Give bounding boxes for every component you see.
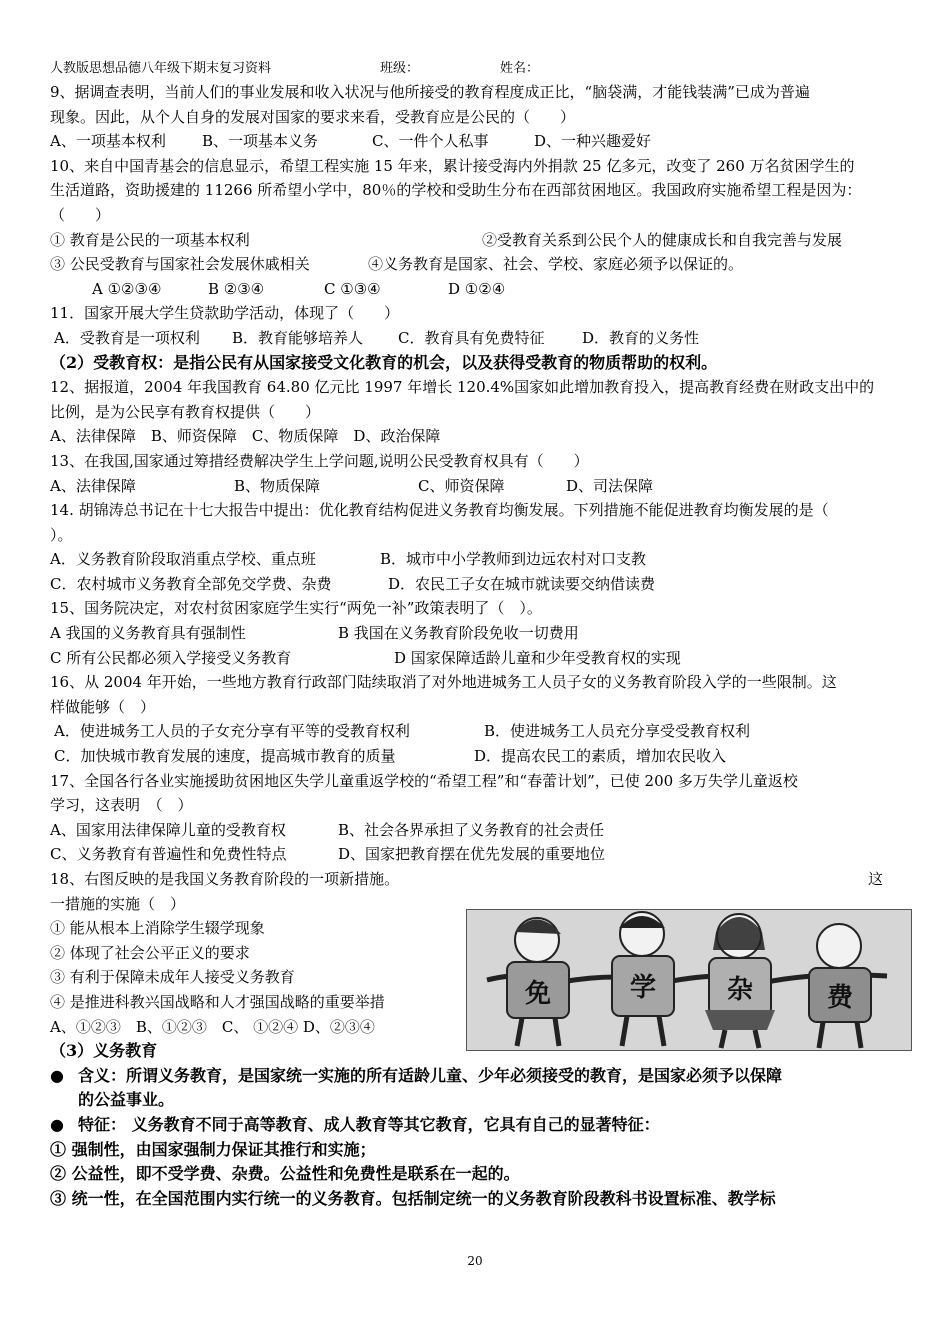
- figure-char-4: 费: [826, 983, 854, 1013]
- q9-option-b: B、一项基本义务: [202, 132, 319, 151]
- bullet-icon: ●: [50, 1065, 64, 1085]
- figure-char-3: 杂: [726, 975, 754, 1005]
- q10-statement-2: ②受教育关系到公民个人的健康成长和自我完善与发展: [482, 230, 843, 249]
- q10-statement-1: ① 教育是公民的一项基本权利: [50, 230, 250, 249]
- q10-stem-line2: 生活道路，资助援建的 11266 所希望小学中，80％的学校和受助生分布在西部贫困地区。我国政府实施希望工程是因为：: [50, 181, 862, 200]
- q14-options-row2: [50, 572, 910, 597]
- q16-options-row2: [50, 744, 910, 769]
- header-title: 人教版思想品德八年级下期末复习资料: [50, 61, 272, 76]
- q13-option-c: C、师资保障: [418, 476, 505, 495]
- q10-statements-row2: [50, 252, 910, 277]
- page-number: 20: [467, 1254, 483, 1268]
- figure-char-1: 免: [524, 979, 552, 1009]
- q12-options: A、法律保障 B、师资保障 C、物质保障 D、政治保障: [50, 427, 441, 446]
- q15-options-row2: [50, 646, 910, 671]
- bullet-icon: ●: [50, 1114, 64, 1134]
- feature-1: ① 强制性，由国家强制力保证其推行和实施；: [50, 1139, 376, 1159]
- q14-options-row1: [50, 547, 910, 572]
- features-text: 特征： 义务教育不同于高等教育、成人教育等其它教育，它具有自己的显著特征：: [78, 1114, 660, 1134]
- q9-stem-line1: 9、据调查表明，当前人们的事业发展和收入状况与他所接受的教育程度成正比，“脑袋满，才能钱装满”已成为普遍: [50, 83, 810, 101]
- q9-option-c: C、一件个人私事: [372, 132, 489, 151]
- q15-option-b: B 我国在义务教育阶段免收一切费用: [338, 624, 579, 643]
- q16-option-d: D．提高农民工的素质，增加农民收入: [474, 747, 727, 766]
- page-header: [50, 58, 910, 80]
- q14-stem-line2: ）。: [50, 525, 73, 544]
- q18-statement-1: ① 能从根本上消除学生辍学现象: [50, 919, 265, 938]
- q10-option-d: D ①②④: [448, 279, 506, 298]
- q17-options-row2: [50, 842, 910, 867]
- q15-stem: 15、国务院决定，对农村贫困家庭学生实行“两免一补”政策表明了（ ）。: [50, 599, 542, 618]
- q12-stem-line2: 比例，是为公民享有教育权提供（ ）: [50, 402, 321, 421]
- q17-option-c: C、义务教育有普遍性和免费性特点: [50, 845, 287, 864]
- q16-options-row1: [50, 719, 910, 744]
- q15-option-d: D 国家保障适龄儿童和少年受教育权的实现: [394, 648, 681, 667]
- q14-option-a: A．义务教育阶段取消重点学校、重点班: [50, 550, 316, 569]
- q14-stem-line1: 14. 胡锦涛总书记在十七大报告中提出：优化教育结构促进义务教育均衡发展。下列措施不能促进教育均衡发展的是（: [50, 501, 829, 520]
- q10-stem-line1: 10、来自中国青基会的信息显示，希望工程实施 15 年来，累计接受海内外捐款 25 亿多元，改变了 260 万名贫困学生的: [50, 156, 855, 175]
- q13-options: [50, 474, 910, 499]
- q16-option-a: A．使进城务工人员的子女充分享有平等的受教育权利: [54, 722, 410, 741]
- definition-line2: 的公益事业。: [78, 1090, 175, 1110]
- q16-stem-line1: 16、从 2004 年开始，一些地方教育行政部门陆续取消了对外地进城务工人员子女的义务教育阶段入学的一些限制。这: [50, 673, 837, 692]
- q18-stem-line1: [50, 867, 910, 892]
- q10-option-b: B ②③④: [208, 279, 265, 298]
- q14-option-c: C．农村城市义务教育全部免交学费、杂费: [50, 574, 332, 593]
- q10-option-c: C ①③④: [324, 279, 381, 298]
- q18-stem-line2: 一措施的实施（ ）: [50, 894, 186, 913]
- definition-line1: [50, 1064, 910, 1089]
- q18-statement-4: ④ 是推进科教兴国战略和人才强国战略的重要举措: [50, 992, 385, 1011]
- section-2-heading: （2）受教育权：是指公民有从国家接受文化教育的机会，以及获得受教育的物质帮助的权利。: [50, 352, 718, 372]
- class-label: 班级：: [380, 61, 420, 76]
- q16-option-b: B．使进城务工人员充分享受受教育权利: [484, 722, 751, 741]
- q15-options-row1: [50, 621, 910, 646]
- q11-option-b: B．教育能够培养人: [232, 328, 364, 347]
- children-holding-hands-image: [467, 910, 911, 1050]
- q10-statement-3: ③ 公民受教育与国家社会发展休戚相关: [50, 255, 310, 274]
- q18-stem-tail: 这: [868, 870, 884, 888]
- q11-option-c: C．教育具有免费特征: [398, 328, 545, 347]
- q18-statement-3: ③ 有利于保障未成年人接受义务教育: [50, 968, 295, 987]
- definition-text: 含义：所谓义务教育，是国家统一实施的所有适龄儿童、少年必须接受的教育，是国家必须予以保障: [78, 1065, 783, 1085]
- name-label: 姓名：: [500, 61, 540, 76]
- q14-option-b: B．城市中小学教师到边远农村对口支教: [380, 550, 647, 569]
- q16-stem-line2: 样做能够（ ）: [50, 697, 156, 716]
- q10-statement-4: ④义务教育是国家、社会、学校、家庭必须予以保证的。: [368, 255, 744, 274]
- q16-option-c: C．加快城市教育发展的速度，提高城市教育的质量: [54, 747, 396, 766]
- q13-option-a: A、法律保障: [50, 476, 136, 495]
- q17-options-row1: [50, 818, 910, 843]
- q18-stem-text: 18、右图反映的是我国义务教育阶段的一项新措施。: [50, 870, 400, 888]
- q10-stem-line3: （ ）: [50, 205, 111, 224]
- q13-option-b: B、物质保障: [234, 476, 321, 495]
- q10-option-a: A ①②③④: [92, 279, 162, 298]
- q18-options: A、①②③ B、①②③ C、 ①②④ D、②③④: [50, 1017, 375, 1036]
- q15-option-a: A 我国的义务教育具有强制性: [50, 624, 246, 643]
- q12-stem-line1: 12、据报道，2004 年我国教育 64.80 亿元比 1997 年增长 120.4%国家如此增加教育投入，提高教育经费在财政支出中的: [50, 378, 875, 397]
- q11-option-d: D．教育的义务性: [582, 328, 700, 347]
- q9-options: [50, 129, 910, 154]
- q17-stem-line2: 学习，这表明 （ ）: [50, 796, 193, 815]
- feature-3: ③ 统一性，在全国范围内实行统一的义务教育。包括制定统一的义务教育阶段教科书设置标准、教学标: [50, 1188, 776, 1208]
- figure-char-2: 学: [629, 973, 657, 1003]
- q14-option-d: D．农民工子女在城市就读要交纳借读费: [388, 574, 656, 593]
- q15-option-c: C 所有公民都必须入学接受义务教育: [50, 648, 292, 667]
- q17-stem-line1: 17、全国各行各业实施援助贫困地区失学儿童重返学校的“希望工程”和“春蕾计划”，已使 200 多万失学儿童返校: [50, 771, 798, 790]
- q18-statement-2: ② 体现了社会公平正义的要求: [50, 943, 250, 962]
- q17-option-b: B、社会各界承担了义务教育的社会责任: [338, 820, 605, 839]
- feature-2: ② 公益性，即不受学费、杂费。公益性和免费性是联系在一起的。: [50, 1164, 520, 1184]
- features-intro: [50, 1113, 910, 1138]
- q11-option-a: A．受教育是一项权利: [54, 328, 200, 347]
- q10-statements-row1: [50, 228, 910, 253]
- q13-option-d: D、司法保障: [566, 476, 654, 495]
- q10-options: [50, 277, 910, 302]
- section-3-heading: （3）义务教育: [50, 1041, 158, 1061]
- q9-option-a: A、一项基本权利: [50, 132, 166, 151]
- q9-option-d: D、一种兴趣爱好: [534, 132, 652, 151]
- q11-options: [50, 326, 910, 351]
- q13-stem: 13、在我国,国家通过筹措经费解决学生上学问题,说明公民受教育权具有（ ）: [50, 451, 589, 470]
- q17-option-d: D、国家把教育摆在优先发展的重要地位: [338, 845, 606, 864]
- cartoon-illustration: [466, 909, 912, 1051]
- q17-option-a: A、国家用法律保障儿童的受教育权: [50, 820, 286, 839]
- q11-stem: 11．国家开展大学生贷款助学活动，体现了（ ）: [50, 304, 400, 323]
- q9-stem-line2: 现象。因此，从个人自身的发展对国家的要求来看，受教育应是公民的（ ）: [50, 107, 576, 126]
